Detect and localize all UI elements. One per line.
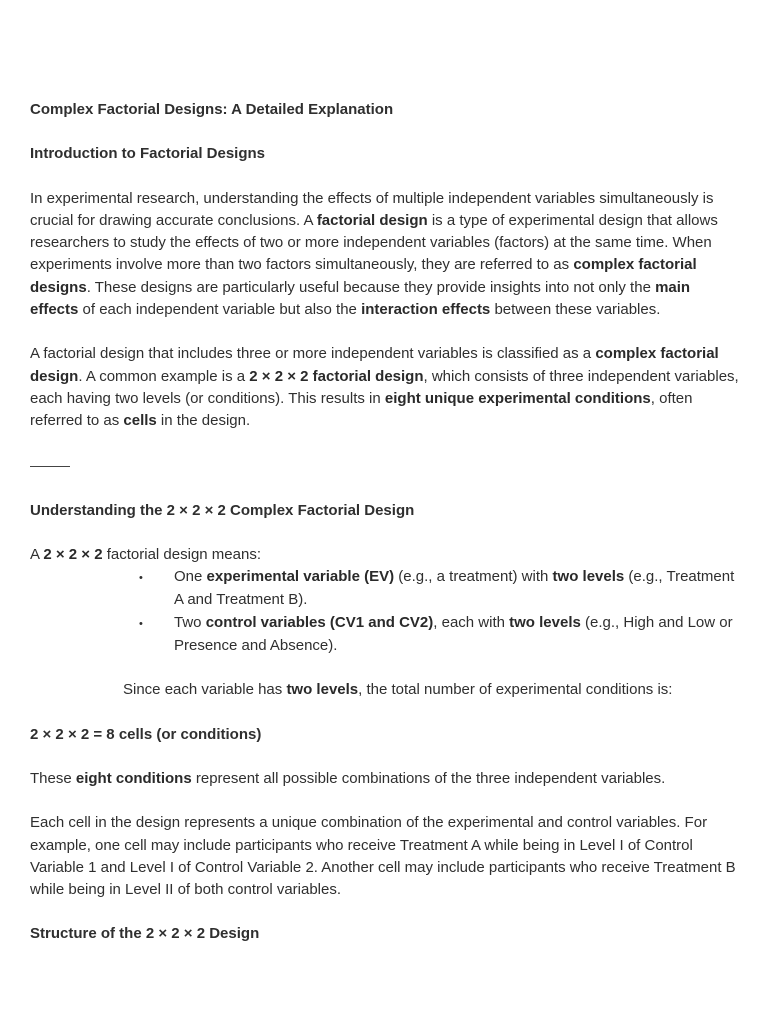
section-heading-intro: Introduction to Factorial Designs [30,145,266,163]
text-run: , the total number of experimental conditions is: [358,681,673,699]
bullet-icon: • [139,572,143,585]
intro-paragraph-1 [30,188,742,322]
formula-line: 2 × 2 × 2 = 8 cells (or conditions) [30,725,262,743]
bold-term: complex factorial design [30,345,719,385]
bold-term: experimental variable (EV) [206,568,395,586]
since-paragraph [30,679,742,701]
text-run: A [30,545,44,563]
list-item [123,566,742,612]
design-lead [30,544,742,566]
document-title: Complex Factorial Designs: A Detailed Explanation [30,101,394,118]
section-heading-structure: Structure of the 2 × 2 × 2 Design [30,925,260,943]
list-item [123,612,742,658]
bold-term: main effects [30,278,691,319]
bold-term: eight unique experimental conditions [384,389,651,407]
text-run: of each independent variable but also the [78,301,362,319]
text-run: represent all possible combinations of the three independent variables. [191,769,666,787]
text-run: is a type of experimental design that allows researchers to study the effects of two or more independent variables (factors) at the same time. When experiments involve more than two factors simultaneously, they are referred to as [30,211,718,274]
text-run: , each with [433,613,510,631]
text-run: In experimental research, understanding the effects of multiple independent variables simultaneously is crucial for drawing accurate conclusions. A [30,189,714,229]
text-run: , often referred to as [30,389,693,430]
conditions-paragraph [30,768,742,790]
bold-term: eight conditions [75,769,192,787]
text-run: Two [174,613,206,631]
bold-term: two levels [286,681,359,699]
text-run: . A common example is a [78,367,250,385]
text-run: . These designs are particularly useful because they provide insights into not only the [86,278,656,296]
bold-term: 2 × 2 × 2 factorial design [249,367,424,385]
text-run: (e.g., High and Low or Presence and Absence). [174,613,733,655]
bold-term: complex factorial designs [30,256,697,296]
text-run: Since each variable has [123,681,287,699]
bold-term: control variables (CV1 and CV2) [205,613,434,631]
bold-term: cells [123,412,157,430]
text-run: between these variables. [490,301,661,319]
text-run: (e.g., a treatment) with [394,568,553,586]
bullet-icon: • [139,617,143,630]
bullet-list [30,566,742,657]
bold-term: 2 × 2 × 2 [43,545,103,563]
document-page [30,99,742,946]
text-run: A factorial design that includes three or more independent variables is classified as a [30,345,596,363]
text-run: factorial design means: [102,545,261,563]
bold-term: two levels [552,568,625,586]
text-run: , which consists of three independent variables, each having two levels (or conditions). This results in [30,367,739,407]
intro-paragraph-2 [30,343,742,432]
bold-term: two levels [509,613,581,631]
cell-explanation-paragraph: Each cell in the design represents a unique combination of the experimental and control variables. For example, one cell may include participants who receive Treatment A while being in Level I of Control Variable 1 and Level I of Control Variable 2. Another cell may include participants who receive Treatment B while being in Level II of both control variables. [30,814,736,899]
text-run: in the design. [156,412,251,430]
text-run: One [174,568,207,586]
text-run: These [30,769,76,787]
bold-term: factorial design [316,211,428,229]
section-heading-understanding: Understanding the 2 × 2 × 2 Complex Factorial Design [30,501,415,519]
text-run: (e.g., Treatment A and Treatment B). [174,568,735,609]
bold-term: interaction effects [361,301,491,319]
section-divider [30,466,70,467]
